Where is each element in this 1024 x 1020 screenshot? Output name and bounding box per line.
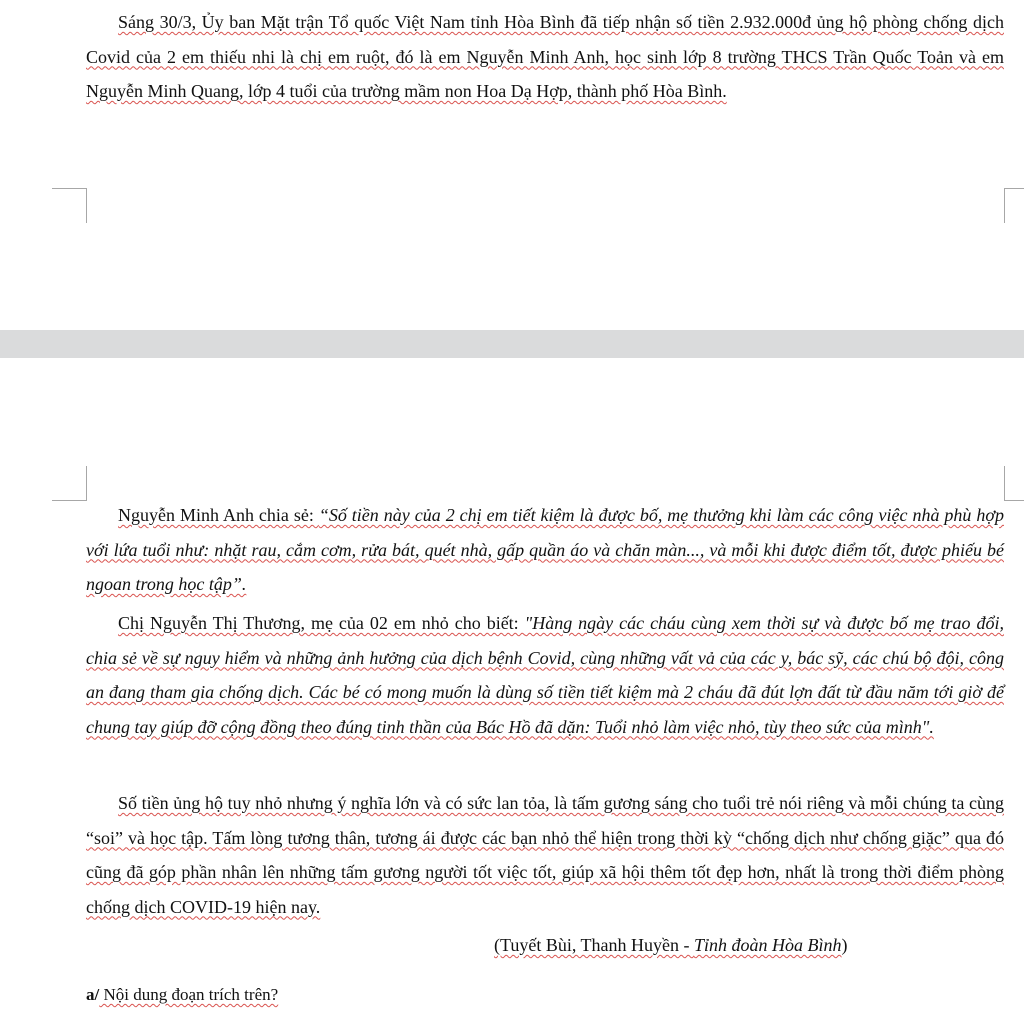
page-separator [0,330,1024,358]
paragraph-announcement: Sáng 30/3, Ủy ban Mặt trận Tổ quốc Việt Nam tỉnh Hòa Bình đã tiếp nhận số tiền 2.932.000đ ủng hộ phòng chống dịch Covid của 2 em thiếu nhi là chị em ruột, đó là em Nguyễn Minh Anh, học sinh lớp 8 trường THCS Trần Quốc Toản và em Nguyễn Minh Quang, lớp 4 tuổi của trường mầm non Hoa Dạ Hợp, thành phố Hòa Bình. [86,12,1004,101]
paragraph-mother-quote: Chị Nguyễn Thị Thương, mẹ của 02 em nhỏ cho biết: "Hàng ngày các cháu cùng xem thời sự và được bố mẹ trao đổi, chia sẻ về sự nguy hiểm và những ảnh hưởng của dịch bệnh Covid, cùng những vất vả của các y, bác sỹ, các chú bộ đội, công an đang tham gia chống dịch. Các bé có mong muốn là dùng số tiền tiết kiệm mà 2 cháu đã đút lợn đất từ đầu năm tới giờ để chung tay giúp đỡ cộng đồng theo đúng tinh thần của Bác Hồ đã dặn: Tuổi nhỏ làm việc nhỏ, tùy theo sức của mình". [86,613,1004,737]
paragraph-conclusion: Số tiền ủng hộ tuy nhỏ nhưng ý nghĩa lớn và có sức lan tỏa, là tấm gương sáng cho tuổi trẻ nói riêng và mỗi chúng ta cùng “soi” và học tập. Tấm lòng tương thân, tương ái được các bạn nhỏ thể hiện trong thời kỳ “chống dịch như chống giặc” qua đó cũng đã góp phần nhân lên những tấm gương người tốt việc tốt, giúp xã hội thêm tốt đẹp hơn, nhất là trong thời điểm phòng chống dịch COVID-19 hiện nay. [86,793,1004,917]
margin-corner-marker [1004,466,1024,501]
margin-corner-marker [52,466,87,501]
document-page-1 [0,0,1024,330]
document-page-2 [0,358,1024,1020]
paragraph-minh-anh-quote: Nguyễn Minh Anh chia sẻ: “Số tiền này của 2 chị em tiết kiệm là được bố, mẹ thưởng khi làm các công việc nhà phù hợp với lứa tuổi như: nhặt rau, cắm cơm, rửa bát, quét nhà, gấp quần áo và chăn màn..., và mỗi khi được điểm tốt, được phiếu bé ngoan trong học tập”. [86,505,1004,594]
question-line: a/ Nội dung đoạn trích trên? [86,985,279,1004]
margin-corner-marker [1004,188,1024,223]
margin-corner-marker [52,188,87,223]
source-attribution: (Tuyết Bùi, Thanh Huyền - Tỉnh đoàn Hòa Bình) [494,935,848,955]
